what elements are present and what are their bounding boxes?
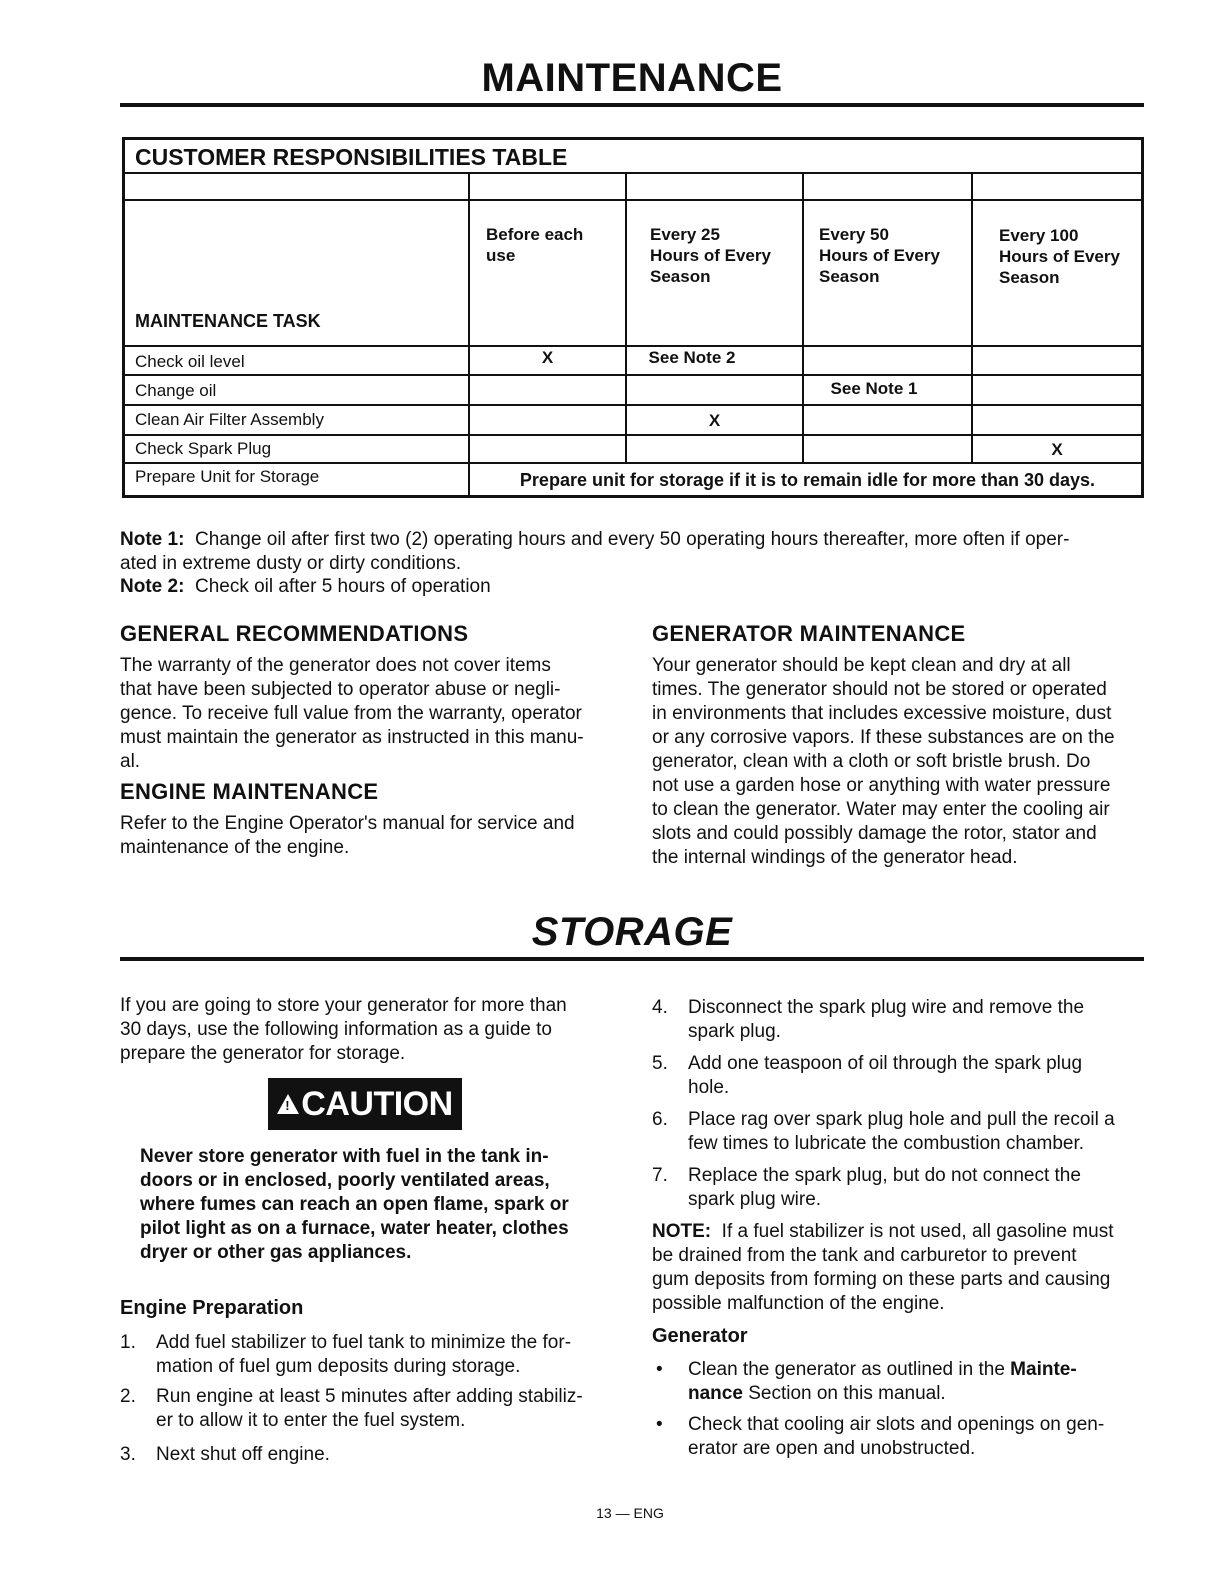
engine-maintenance-text: Refer to the Engine Operator's manual for service and maintenance of the engine.	[120, 813, 575, 858]
table-divider	[468, 174, 470, 498]
general-recommendations-heading: GENERAL RECOMMENDATIONS	[120, 621, 469, 646]
warning-triangle-icon: !	[277, 1094, 299, 1114]
table-divider	[971, 174, 973, 464]
table-cell-mark: X	[1051, 440, 1063, 459]
table-divider	[125, 462, 1141, 464]
note-label: Note 1:	[120, 529, 185, 550]
table-divider	[802, 174, 804, 464]
list-item: • Check that cooling air slots and openings on gen- erator are open and unobstructed.	[656, 1414, 1105, 1459]
storage-intro: If you are going to store your generator for more than 30 days, use the following information as a guide to prepare the generator for storage.	[120, 995, 567, 1064]
bullet-icon: •	[656, 1359, 663, 1380]
table-row-task: Clean Air Filter Assembly	[135, 410, 324, 429]
list-item: 4. Disconnect the spark plug wire and remove the spark plug.	[652, 997, 1085, 1042]
list-item: 5. Add one teaspoon of oil through the spark plug hole.	[652, 1053, 1083, 1098]
bullet-icon: •	[656, 1414, 663, 1435]
list-item: • Clean the generator as outlined in the Mainte- nance Section on this manual.	[656, 1359, 1077, 1404]
note-label: NOTE:	[652, 1221, 712, 1242]
table-row-task: Check oil level	[135, 352, 245, 371]
list-item: 7. Replace the spark plug, but do not connect the spark plug wire.	[652, 1165, 1081, 1210]
table-cell-mark: See Note 1	[830, 379, 918, 398]
title-rule	[120, 103, 1144, 107]
table-cell-mark: X	[708, 411, 721, 430]
table-row-task: Prepare Unit for Storage	[135, 467, 320, 486]
caution-text: Never store generator with fuel in the tank in- doors or in enclosed, poorly ventilated areas, where fumes can reach an open flame, spark or pilot light as on a furnace, water heater, clothes dryer or other gas appliances.	[140, 1146, 569, 1263]
page-footer: 13 — ENG	[596, 1505, 664, 1521]
table-divider	[125, 404, 1141, 406]
table-title: CUSTOMER RESPONSIBILITIES TABLE	[135, 144, 568, 170]
caution-label: ! CAUTION	[268, 1078, 462, 1130]
engine-preparation-heading: Engine Preparation	[120, 1297, 304, 1319]
list-item: 1. Add fuel stabilizer to fuel tank to minimize the for- mation of fuel gum deposits during storage.	[120, 1332, 572, 1377]
storage-title: STORAGE	[531, 910, 733, 954]
table-divider	[125, 374, 1141, 376]
column-header-before-each-use: Before each use	[486, 225, 584, 265]
generator-maintenance-text: Your generator should be kept clean and dry at all times. The generator should not be stored or operated in environments that includes excessive moisture, dust or any corrosive vapors. If these substances are on the generator, clean with a cloth or soft bristle brush. Do not use a garden hose or anything with water pressure to clean the generator. Water may enter the cooling air slots and could possibly damage the rotor, stator and the internal windings of the generator head.	[652, 655, 1115, 868]
table-divider	[125, 199, 1141, 201]
generator-maintenance-heading: GENERATOR MAINTENANCE	[652, 621, 966, 646]
engine-maintenance-heading: ENGINE MAINTENANCE	[120, 779, 379, 804]
list-item: 3. Next shut off engine.	[120, 1444, 330, 1465]
table-divider	[125, 345, 1141, 347]
generator-heading: Generator	[652, 1325, 748, 1347]
maintenance-title: MAINTENANCE	[481, 56, 783, 100]
column-header-every-25: Every 25 Hours of Every Season	[650, 225, 771, 286]
note-2: Note 2: Check oil after 5 hours of operation	[120, 576, 491, 597]
note-label: Note 2:	[120, 576, 185, 597]
storage-rule	[120, 957, 1144, 961]
table-cell-mark: See Note 2	[648, 348, 736, 367]
general-recommendations-text: The warranty of the generator does not cover items that have been subjected to operator abuse or negli- gence. To receive full value from the warranty, operator must maintain the generator as instructed in this manu- al.	[120, 655, 584, 772]
note-1: Note 1: Change oil after first two (2) operating hours and every 50 operating hours thereafter, more often if oper- ated in extreme dusty or dirty conditions.	[120, 529, 1070, 574]
customer-responsibilities-table	[122, 137, 1144, 498]
column-header-every-100: Every 100 Hours of Every Season	[999, 226, 1120, 287]
table-divider	[125, 172, 1141, 174]
table-divider	[125, 434, 1141, 436]
list-item: 2. Run engine at least 5 minutes after adding stabiliz- er to allow it to enter the fuel system.	[120, 1386, 583, 1431]
table-row-task: Change oil	[135, 381, 217, 400]
task-column-header: MAINTENANCE TASK	[135, 311, 321, 331]
table-cell-mark: X	[541, 348, 554, 367]
table-row-task: Check Spark Plug	[135, 439, 272, 458]
list-item: 6. Place rag over spark plug hole and pull the recoil a few times to lubricate the combustion chamber.	[652, 1109, 1115, 1154]
column-header-every-50: Every 50 Hours of Every Season	[819, 225, 940, 286]
table-span-cell: Prepare unit for storage if it is to remain idle for more than 30 days.	[519, 470, 1096, 490]
storage-note: NOTE: If a fuel stabilizer is not used, all gasoline must be drained from the tank and carburetor to prevent gum deposits from forming on these parts and causing possible malfunction of the engine.	[652, 1221, 1114, 1314]
